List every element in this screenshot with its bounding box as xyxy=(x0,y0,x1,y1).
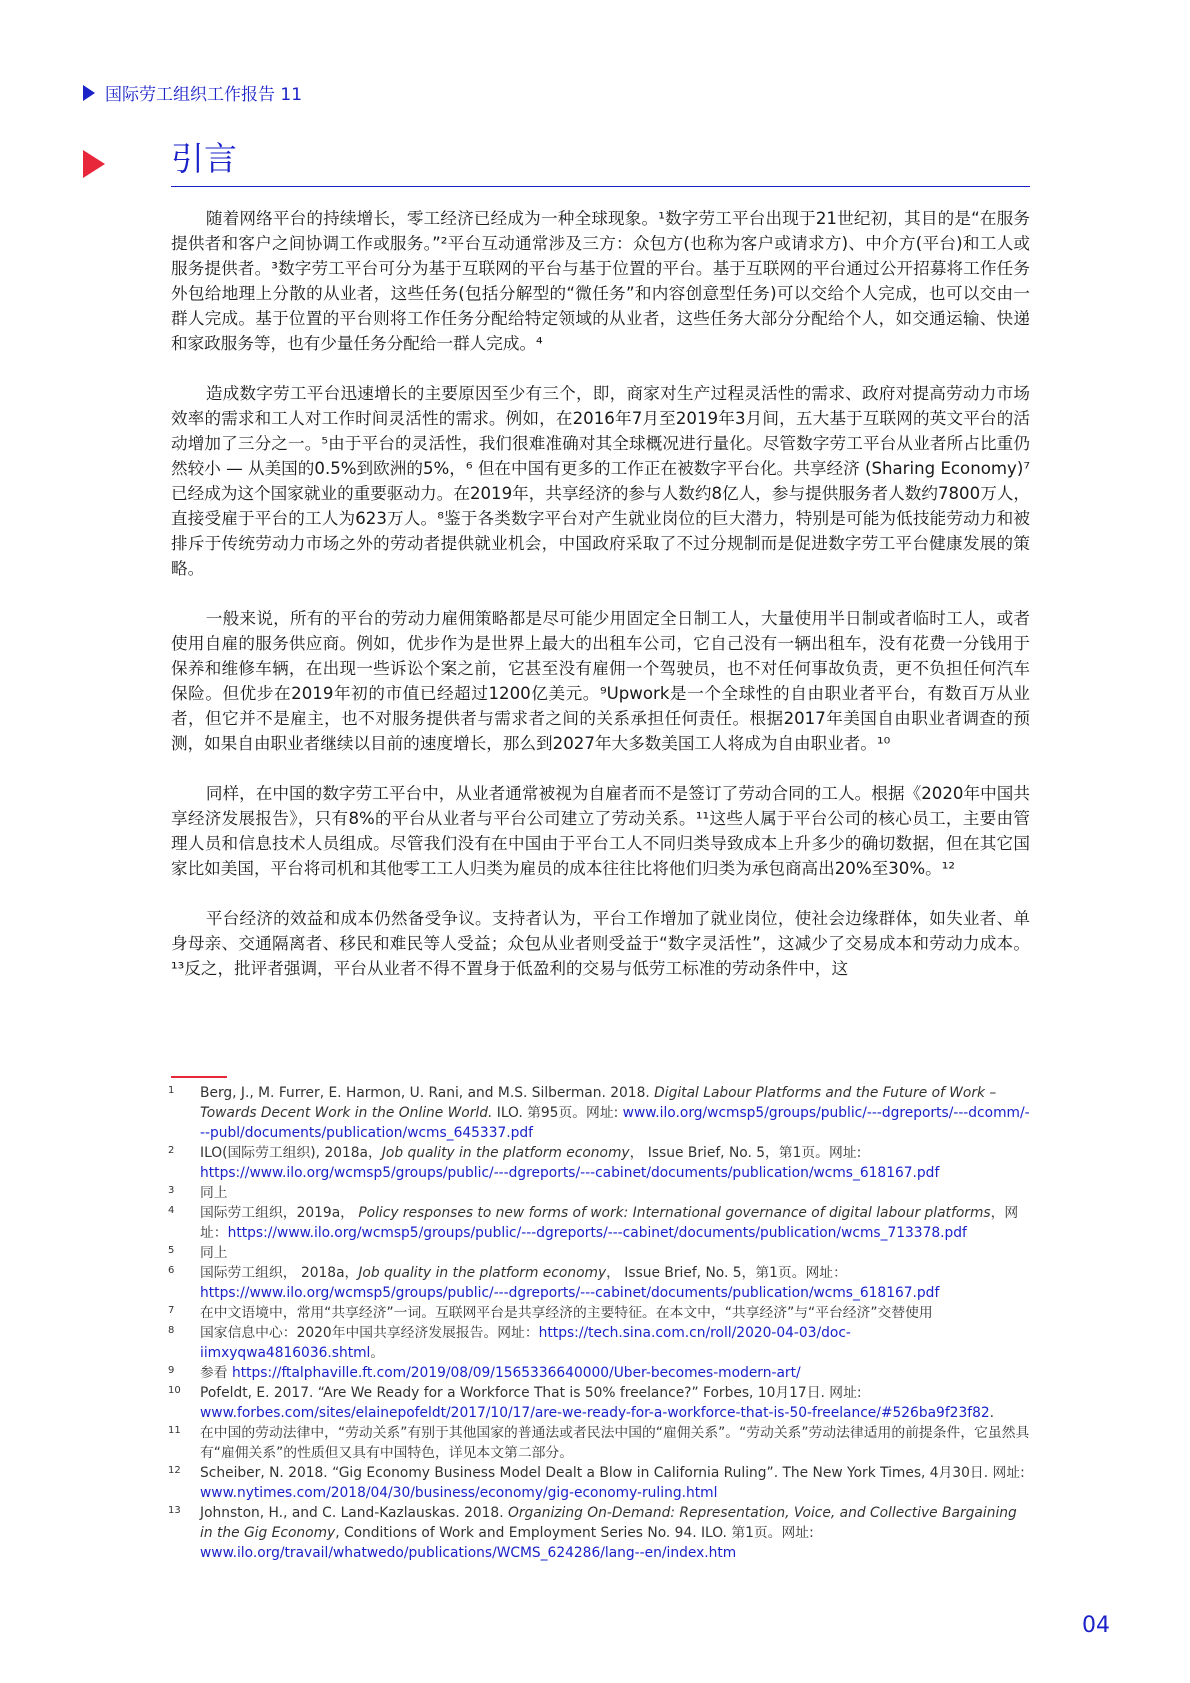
paragraph: 平台经济的效益和成本仍然备受争议。支持者认为，平台工作增加了就业岗位，使社会边缘群体，如失业者、单身母亲、交通隔离者、移民和难民等人受益；众包从业者则受益于“数字灵活性”，这减少了交易成本和劳动力成本。¹³反之，批评者强调，平台从业者不得不置身于低盈利的交易与低劳工标准的劳动条件中，这 xyxy=(171,909,1030,978)
footnote-link[interactable]: www.nytimes.com/2018/04/30/business/economy/gig-economy-ruling.html xyxy=(200,1485,718,1501)
footnote-text: 参看 xyxy=(200,1365,232,1381)
report-header xyxy=(83,80,302,105)
footnote xyxy=(168,1263,1030,1303)
footnote-number: 3 xyxy=(168,1185,175,1196)
footnote-link[interactable]: https://www.ilo.org/wcmsp5/groups/public/---dgreports/---cabinet/documents/publication/wcms_618167.pdf xyxy=(200,1165,940,1181)
footnote xyxy=(168,1463,1030,1503)
report-title: 国际劳工组织工作报告 11 xyxy=(105,85,303,105)
footnote-link[interactable]: https://www.ilo.org/wcmsp5/groups/public/---dgreports/---cabinet/documents/publication/wcms_713378.pdf xyxy=(227,1225,967,1241)
page-number: 04 xyxy=(1082,1613,1110,1638)
footnote xyxy=(168,1303,1030,1323)
footnote-text-rest: , Conditions of Work and Employment Series No. 94. ILO. 第1页。网址: xyxy=(335,1525,814,1541)
footnote-title: Job quality in the platform economy xyxy=(358,1265,607,1281)
footnote-number: 7 xyxy=(168,1305,175,1316)
footnote-text-rest: ， Issue Brief, No. 5，第1页。网址: xyxy=(629,1145,862,1161)
footnote-link[interactable]: https://ftalphaville.ft.com/2019/08/09/1565336640000/Uber-becomes-modern-art/ xyxy=(231,1365,801,1381)
footnote xyxy=(168,1363,1030,1383)
footnote-text: 同上 xyxy=(200,1245,228,1261)
footnote-title: Organizing On-Demand: Representation, Voice, and Collective Bargaining in the Gig Economy xyxy=(200,1505,1017,1541)
footnote-number: 13 xyxy=(168,1505,181,1516)
footnote-number: 4 xyxy=(168,1205,175,1216)
footnote-number: 8 xyxy=(168,1325,175,1336)
footnote xyxy=(168,1183,1030,1203)
footnote-title: Policy responses to new forms of work: International governance of digital labour platforms xyxy=(358,1205,991,1221)
footnote-link[interactable]: https://tech.sina.com.cn/roll/2020-04-03/doc-iimxyqwa4816036.shtml xyxy=(200,1325,851,1361)
paragraph: 随着网络平台的持续增长，零工经济已经成为一种全球现象。¹数字劳工平台出现于21世纪初，其目的是“在服务提供者和客户之间协调工作或服务。”²平台互动通常涉及三方：众包方(也称为客户或请求方)、中介方(平台)和工人或服务提供者。³数字劳工平台可分为基于互联网的平台与基于位置的平台。基于互联网的平台通过公开招募将工作任务外包给地理上分散的从业者，这些任务(包括分解型的“微任务”和内容创意型任务)可以交给个人完成，也可以交由一群人完成。基于位置的平台则将工作任务分配给特定领域的从业者，这些任务大部分分配给个人，如交通运输、快递和家政服务等，也有少量任务分配给一群人完成。⁴ xyxy=(171,209,1030,353)
footnote-number: 11 xyxy=(168,1425,181,1436)
footnote xyxy=(168,1323,1030,1363)
footnote-text: Berg, J., M. Furrer, E. Harmon, U. Rani, and M.S. Silberman. 2018. xyxy=(200,1085,655,1101)
footnote-number: 9 xyxy=(168,1365,175,1376)
footnote xyxy=(168,1083,1030,1143)
footnote-text: 国家信息中心：2020年中国共享经济发展报告。网址： xyxy=(200,1325,539,1341)
body-text xyxy=(171,206,1030,1006)
header-arrow-icon xyxy=(83,85,95,101)
footnote-text-rest: ILO. 第95页。网址: xyxy=(492,1105,623,1121)
footnote-title: Digital Labour Platforms and the Future of Work – Towards Decent Work in the Online World. xyxy=(200,1085,997,1121)
footnote-title: Job quality in the platform economy xyxy=(381,1145,630,1161)
footnote-number: 1 xyxy=(168,1085,175,1096)
footnote-number: 2 xyxy=(168,1145,175,1156)
footnote xyxy=(168,1203,1030,1243)
footnote-number: 10 xyxy=(168,1385,181,1396)
heading-rule xyxy=(171,186,1030,187)
footnotes xyxy=(168,1083,1030,1563)
footnote-rule xyxy=(171,1076,227,1078)
section-heading xyxy=(83,138,1030,188)
paragraph: 造成数字劳工平台迅速增长的主要原因至少有三个，即，商家对生产过程灵活性的需求、政府对提高劳动力市场效率的需求和工人对工作时间灵活性的需求。例如，在2016年7月至2019年3月间，五大基于互联网的英文平台的活动增加了三分之一。⁵由于平台的灵活性，我们很难准确对其全球概况进行量化。尽管数字劳工平台从业者所占比重仍然较小 — 从美国的0.5%到欧洲的5%，⁶ 但在中国有更多的工作正在被数字平台化。共享经济 (Sharing Economy)⁷已经成为这个国家就业的重要驱动力。在2019年，共享经济的参与人数约8亿人，参与提供服务者人数约7800万人，直接受雇于平台的工人为623万人。⁸鉴于各类数字平台对产生就业岗位的巨大潜力，特别是可能为低技能劳动力和被排斥于传统劳动力市场之外的劳动者提供就业机会，中国政府采取了不过分规制而是促进数字劳工平台健康发展的策略。 xyxy=(171,384,1030,578)
footnote-text-rest: ，网址： xyxy=(200,1205,1019,1241)
section-title: 引言 xyxy=(171,139,237,178)
footnote-text-after: . xyxy=(989,1405,995,1421)
footnote-number: 6 xyxy=(168,1265,175,1276)
section-arrow-icon xyxy=(83,150,105,178)
footnote-text: Scheiber, N. 2018. “Gig Economy Business Model Dealt a Blow in California Ruling”. The New York Times, 4月30日. 网址: xyxy=(200,1465,1025,1481)
paragraph: 同样，在中国的数字劳工平台中，从业者通常被视为自雇者而不是签订了劳动合同的工人。根据《2020年中国共享经济发展报告》，只有8%的平台从业者与平台公司建立了劳动关系。¹¹这些人属于平台公司的核心员工，主要由管理人员和信息技术人员组成。尽管我们没有在中国由于平台工人不同归类导致成本上升多少的确切数据，但在其它国家比如美国，平台将司机和其他零工工人归类为雇员的成本往往比将他们归类为承包商高出20%至30%。¹² xyxy=(171,784,1030,878)
footnote-link[interactable]: www.ilo.org/travail/whatwedo/publications/WCMS_624286/lang--en/index.htm xyxy=(200,1545,737,1561)
footnote xyxy=(168,1423,1030,1463)
footnote-text: Pofeldt, E. 2017. “Are We Ready for a Workforce That is 50% freelance?” Forbes, 10月17日. 网址: xyxy=(200,1385,862,1401)
footnote-link[interactable]: www.forbes.com/sites/elainepofeldt/2017/10/17/are-we-ready-for-a-workforce-that-is-50-freelance/#526ba9f23f82 xyxy=(200,1405,990,1421)
footnote-text: ILO(国际劳工组织), 2018a， xyxy=(200,1145,382,1161)
footnote-number: 12 xyxy=(168,1465,181,1476)
footnote-text-after: 。 xyxy=(370,1345,385,1361)
footnote-link[interactable]: https://www.ilo.org/wcmsp5/groups/public/---dgreports/---cabinet/documents/publication/wcms_618167.pdf xyxy=(200,1285,940,1301)
footnote-number: 5 xyxy=(168,1245,175,1256)
footnote-text-rest: ， Issue Brief, No. 5，第1页。网址： xyxy=(606,1265,847,1281)
footnote-text: 国际劳工组织， 2018a， xyxy=(200,1265,359,1281)
footnote-text: 国际劳工组织，2019a， xyxy=(200,1205,359,1221)
footnote xyxy=(168,1383,1030,1423)
footnote xyxy=(168,1143,1030,1183)
paragraph: 一般来说，所有的平台的劳动力雇佣策略都是尽可能少用固定全日制工人，大量使用半日制或者临时工人，或者使用自雇的服务供应商。例如，优步作为是世界上最大的出租车公司，它自己没有一辆出租车，没有花费一分钱用于保养和维修车辆，在出现一些诉讼个案之前，它甚至没有雇佣一个驾驶员，也不对任何事故负责，更不负担任何汽车保险。但优步在2019年初的市值已经超过1200亿美元。⁹Upwork是一个全球性的自由职业者平台，有数百万从业者，但它并不是雇主，也不对服务提供者与需求者之间的关系承担任何责任。根据2017年美国自由职业者调查的预测，如果自由职业者继续以目前的速度增长，那么到2027年大多数美国工人将成为自由职业者。¹⁰ xyxy=(171,609,1030,753)
footnote-text: Johnston, H., and C. Land-Kazlauskas. 2018. xyxy=(200,1505,508,1521)
footnote xyxy=(168,1243,1030,1263)
footnote xyxy=(168,1503,1030,1563)
footnote-text: 在中文语境中，常用“共享经济”一词。互联网平台是共享经济的主要特征。在本文中，“共享经济”与“平台经济”交替使用 xyxy=(200,1305,933,1321)
footnote-link[interactable]: www.ilo.org/wcmsp5/groups/public/---dgreports/---dcomm/---publ/documents/publication/wcms_645337.pdf xyxy=(200,1105,1030,1141)
footnote-text: 同上 xyxy=(200,1185,228,1201)
footnote-text: 在中国的劳动法律中，“劳动关系”有别于其他国家的普通法或者民法中国的“雇佣关系”。“劳动关系”劳动法律适用的前提条件，它虽然具有“雇佣关系”的性质但又具有中国特色，详见本文第二部分。 xyxy=(200,1425,1030,1461)
